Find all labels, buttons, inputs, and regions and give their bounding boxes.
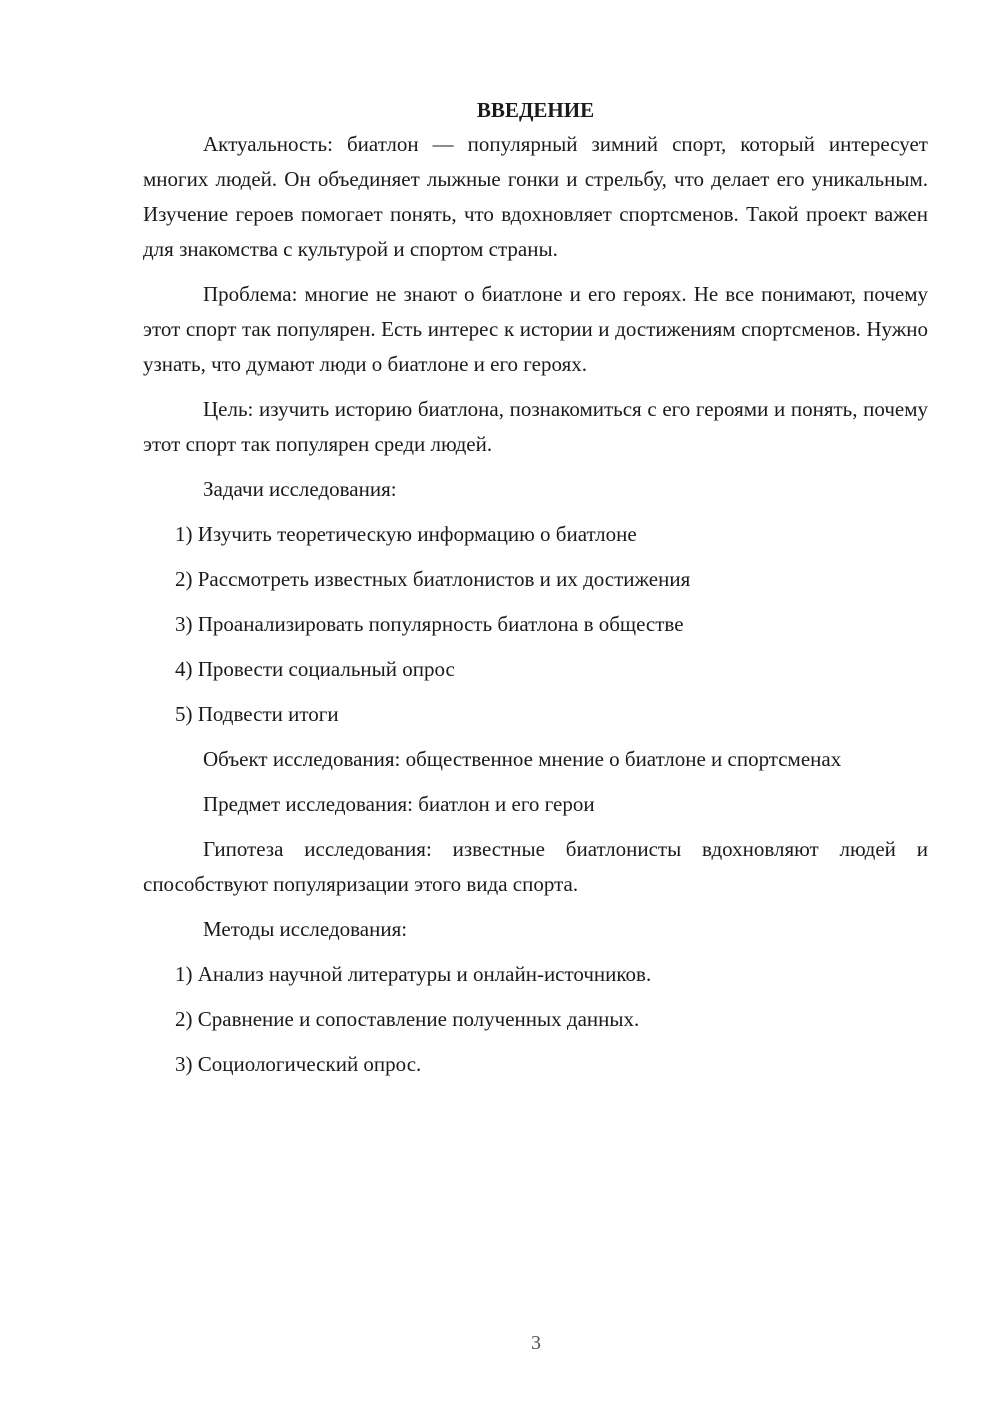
method-item-1: 1) Анализ научной литературы и онлайн-источников. [175,962,652,986]
task-item-4: 4) Провести социальный опрос [175,657,455,681]
page-title: ВВЕДЕНИЕ [476,98,595,122]
page-number: 3 [531,1332,541,1354]
object-paragraph: Объект исследования: общественное мнение о биатлоне и спортсменах [203,747,842,771]
tasks-heading: Задачи исследования: [203,477,397,501]
document-page [143,93,928,1092]
task-item-3: 3) Проанализировать популярность биатлона в обществе [175,612,684,636]
goal-paragraph: Цель: изучить историю биатлона, познакомиться с его героями и понять, почему этот спорт так популярен среди людей. [143,397,928,456]
problem-paragraph: Проблема: многие не знают о биатлоне и его героях. Не все понимают, почему этот спорт так популярен. Есть интерес к истории и достижениям спортсменов. Нужно узнать, что думают люди о биатлоне и его героях. [143,282,928,376]
relevance-paragraph: Актуальность: биатлон — популярный зимний спорт, который интересует многих людей. Он объединяет лыжные гонки и стрельбу, что делает его уникальным. Изучение героев помогает понять, что вдохновляет спортсменов. Такой проект важен для знакомства с культурой и спортом страны. [143,132,928,261]
task-item-5: 5) Подвести итоги [175,702,339,726]
method-item-3: 3) Социологический опрос. [175,1052,422,1076]
task-item-2: 2) Рассмотреть известных биатлонистов и их достижения [175,567,691,591]
methods-heading: Методы исследования: [203,917,408,941]
hypothesis-paragraph: Гипотеза исследования: известные биатлонисты вдохновляют людей и способствуют популяризации этого вида спорта. [143,837,928,896]
subject-paragraph: Предмет исследования: биатлон и его герои [203,792,595,816]
method-item-2: 2) Сравнение и сопоставление полученных данных. [175,1007,640,1031]
task-item-1: 1) Изучить теоретическую информацию о биатлоне [175,522,637,546]
